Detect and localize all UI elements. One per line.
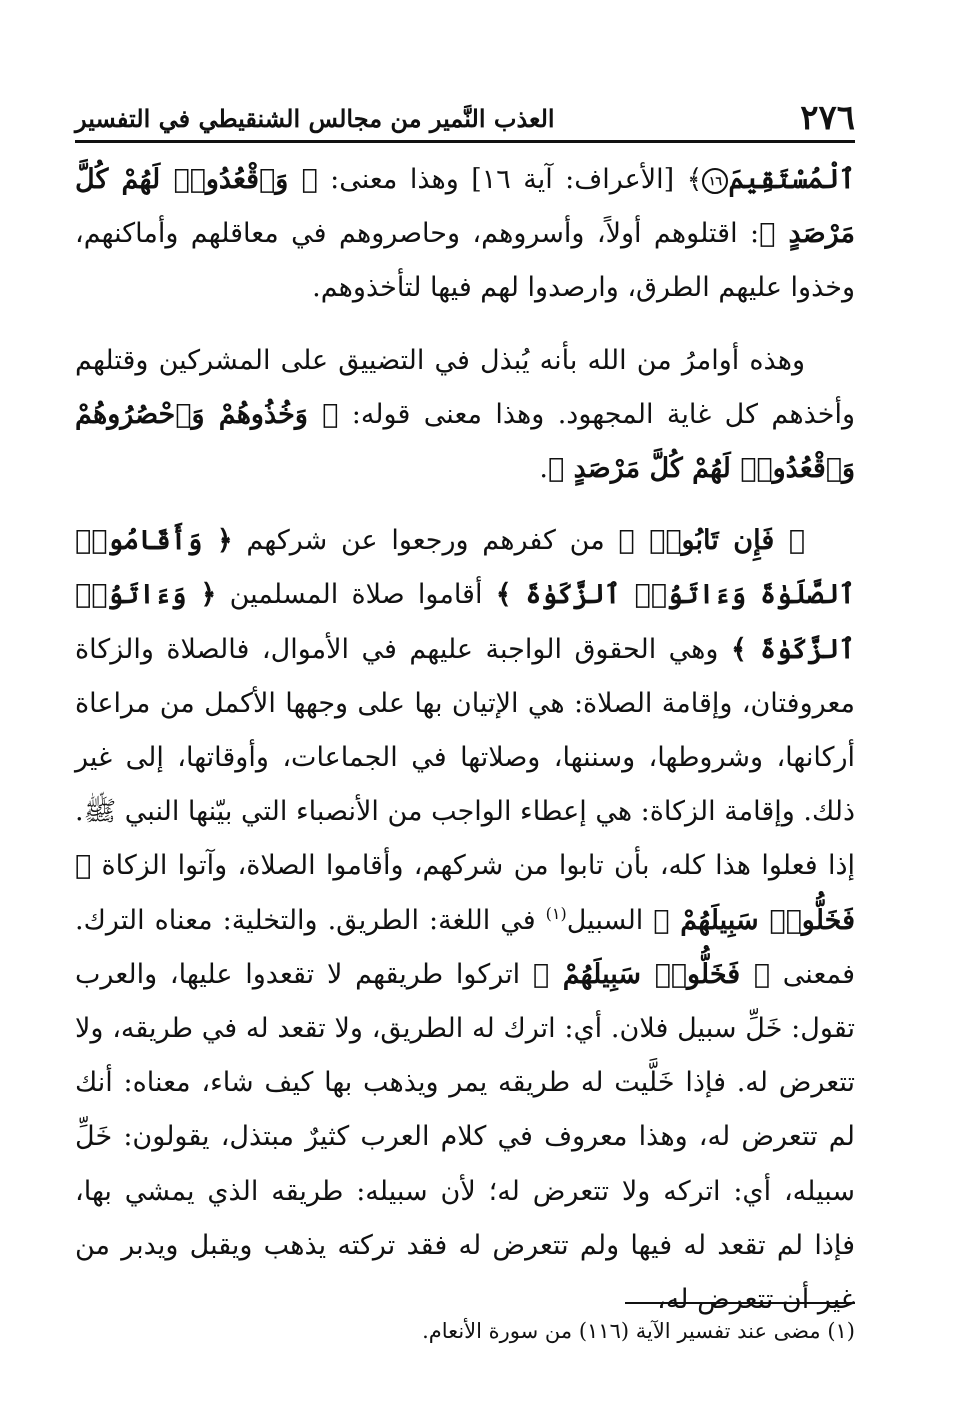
ayah-number-marker: ١٦ [702, 168, 728, 194]
footnote-reference: (١) [545, 903, 567, 923]
text-run: من كفرهم ورجعوا عن شركهم [232, 525, 619, 557]
paragraph [75, 514, 855, 1327]
text-run: أقاموا صلاة المسلمين [216, 579, 496, 611]
body-text [75, 153, 855, 1327]
book-title: العذب النَّمير من مجالس الشنقيطي في التفسير [75, 104, 555, 133]
quran-verse: ٱلْمُسْتَقِيمَ [728, 164, 856, 195]
text-run: ﴾ [الأعراف: آية ١٦] وهذا معنى: [317, 164, 703, 195]
footnote-divider [625, 1302, 855, 1304]
running-header [75, 100, 855, 143]
book-page [75, 100, 855, 1360]
text-run: وهي الحقوق الواجبة عليهم في الأموال، فالصلاة والزكاة معروفتان، وإقامة الصلاة: هي الإتيان بها على وجهها الأكمل من مراعاة أركانها، وشروطها، وسننها، وصلاتها في الجماعات، وأوقاتها، إلى غير ذلك. وإقامة الزكاة: هي إعطاء الواجب من الأنصباء التي بيّنها النبي ﷺ. إذا فعلوا هذا كله، بأن تابوا من شركهم، وأقاموا الصلاة، وآتوا الزكاة [75, 633, 855, 882]
quran-verse: ﴿ وَٱقْعُدُوا۟ لَهُمْ كُلَّ مَرْصَدٍ ﴾ [75, 164, 855, 250]
footnote: (١) مضى عند تفسير الآية (١١٦) من سورة الأنعام. [422, 1319, 855, 1343]
quran-verse: ﴿ وَخُذُوهُمْ وَٱحْصُرُوهُمْ وَٱقْعُدُوا۟ لَهُمْ كُلَّ مَرْصَدٍ ﴾ [75, 398, 855, 485]
quran-verse: ﴿ وَأَقَامُوا۟ ٱلصَّلَوٰةَ وَءَاتَوُا۟ ٱلزَّكَوٰةَ ﴾ [75, 525, 855, 611]
text-run: وهذه أوامرُ من الله بأنه يُبذل في التضييق على المشركين وقتلهم وأخذهم كل غاية المجهود. وهذا معنى قوله: [75, 344, 855, 430]
text-run: السبيل [566, 904, 654, 936]
quran-verse: ﴿ فَخَلُّوا۟ سَبِيلَهُمْ ﴾ [75, 850, 856, 936]
quran-verse: ﴿ فَخَلُّوا۟ سَبِيلَهُمْ ﴾ [532, 958, 771, 990]
text-run: : اقتلوهم أولاً، وأسروهم، وحاصروهم في معاقلهم وأماكنهم، وخذوا عليهم الطرق، وارصدوا لهم فيها لتأخذوهم. [75, 218, 855, 304]
paragraph [75, 153, 855, 316]
text-run: اتركوا طريقهم لا تقعدوا عليها، والعرب تقول: خَلِّ سبيل فلان. أي: اترك له الطريق، ولا تقعد له في طريقه، ولا تتعرض له. فإذا خَلَّيت له طريقه يمر ويذهب بها كيف شاء، معناه: أنك لم تتعرض له، وهذا معروف في كلام العرب كثيرٌ مبتذل، يقولون: خَلِّ سبيله، أي: اتركه ولا تتعرض له؛ لأن سبيله: طريقه الذي يمشي بها، فإذا لم تقعد له فيها ولم تتعرض له فقد تركته يذهب ويقبل ويدبر من غير أن تتعرض له، [75, 958, 855, 1316]
paragraph [75, 334, 855, 497]
page-number: ٢٧٦ [800, 98, 855, 138]
quran-verse: ﴿ وَءَاتَوُا۟ ٱلزَّكَوٰةَ ﴾ [75, 579, 855, 665]
text-run: . [539, 453, 548, 485]
quran-verse: ﴿ فَإِن تَابُوا۟ ﴾ [618, 525, 805, 557]
text-run: في اللغة: الطريق. والتخلية: معناه الترك. فمعنى [75, 904, 855, 990]
